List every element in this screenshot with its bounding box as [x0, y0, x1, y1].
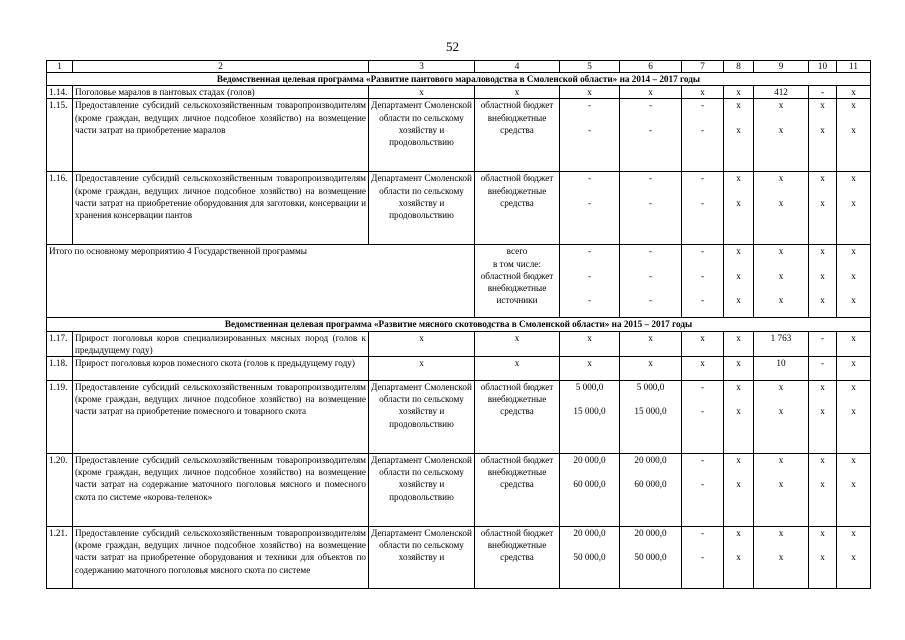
value: 5 000,0 [636, 382, 665, 393]
cell [837, 99, 871, 172]
value: х [736, 173, 741, 184]
cell [754, 381, 809, 454]
cell [724, 245, 754, 318]
row-name: Прирост поголовья коров специализированных мясных пород (голов к предыдущему году) [73, 331, 369, 356]
cell: х [620, 357, 682, 381]
value: х [736, 100, 741, 111]
cell [809, 381, 837, 454]
value: х [736, 406, 741, 417]
cell: х [682, 331, 724, 356]
row-name: Предоставление субсидий сельскохозяйственным товаропроизводителям (кроме граждан, ведущих личное подсобное хозяйство) на возмещение части затрат на содержание маточного поголовья мясного и помесного скота по системе «корова-теленок» [73, 454, 369, 527]
cell [560, 527, 620, 589]
cell [724, 454, 754, 527]
cell [560, 454, 620, 527]
value: х [778, 295, 784, 306]
row-number: 1.15. [47, 99, 73, 172]
cell [620, 527, 682, 589]
cell: - [809, 331, 837, 356]
header-cell: 9 [754, 61, 809, 73]
funding-source [475, 381, 560, 454]
source-extra: внебюджетные средства [487, 394, 547, 417]
funding-source [475, 245, 560, 318]
value: х [736, 528, 741, 539]
cell: 1 763 [754, 331, 809, 356]
cell: х [682, 357, 724, 381]
value: - [587, 197, 592, 208]
source-extra: внебюджетные средства [487, 112, 547, 135]
row-number: 1.19. [47, 381, 73, 454]
total-row [47, 245, 871, 318]
table-row [47, 331, 871, 356]
section-row [47, 73, 871, 86]
department: Департамент Смоленской области по сельскому хозяйству и продовольствию [369, 99, 475, 172]
section-title: Ведомственная целевая программа «Развитие мясного скотоводства в Смоленской области» на 2015 – 2017 годы [47, 318, 871, 331]
total-label: Итого по основному мероприятию 4 Государственной программы [47, 245, 475, 318]
value: - [700, 124, 705, 135]
cell: - [809, 357, 837, 381]
value: 15 000,0 [634, 406, 667, 417]
row-number: 1.16. [47, 172, 73, 245]
source-regional: областной бюджет [480, 528, 554, 539]
value: 15 000,0 [573, 406, 606, 417]
source-extra: внебюджетные средства [487, 467, 547, 490]
value: - [648, 197, 653, 208]
table-row [47, 454, 871, 527]
page-number: 52 [446, 39, 459, 54]
value: х [736, 382, 741, 393]
cell [620, 381, 682, 454]
source-extra: внебюджетные средства [487, 185, 547, 208]
cell: х [369, 357, 475, 381]
funding-source [475, 99, 560, 172]
cell: х [560, 357, 620, 381]
header-cell: 4 [475, 61, 560, 73]
cell [682, 245, 724, 318]
value: х [851, 552, 856, 563]
cell [809, 99, 837, 172]
value: х [851, 479, 856, 490]
cell: х [475, 331, 560, 356]
value: х [736, 270, 741, 281]
cell [682, 99, 724, 172]
cell: х [560, 331, 620, 356]
cell: х [620, 86, 682, 99]
value: 60 000,0 [634, 479, 667, 490]
value: х [820, 528, 825, 539]
value: х [778, 124, 784, 135]
cell [620, 454, 682, 527]
value: - [587, 270, 592, 281]
department: Департамент Смоленской области по сельскому хозяйству и продовольствию [369, 454, 475, 527]
value: х [778, 197, 784, 208]
department: Департамент Смоленской области по сельскому хозяйству и [369, 527, 475, 589]
table-row [47, 357, 871, 381]
cell [620, 245, 682, 318]
value: х [851, 455, 856, 466]
source-regional: областной бюджет [480, 382, 554, 393]
source-regional: областной бюджет [480, 270, 554, 281]
row-number: 1.17. [47, 331, 73, 356]
value: - [648, 270, 653, 281]
cell: х [369, 86, 475, 99]
value: х [851, 382, 856, 393]
value: - [587, 173, 592, 184]
value: - [700, 295, 705, 306]
cell: х [620, 331, 682, 356]
cell: 412 [754, 86, 809, 99]
cell [754, 527, 809, 589]
value: - [700, 479, 705, 490]
value: х [851, 197, 856, 208]
value: х [820, 479, 825, 490]
row-number: 1.18. [47, 357, 73, 381]
value: х [778, 173, 784, 184]
cell [754, 454, 809, 527]
source-extra: внебюджетные источники [487, 283, 547, 306]
value: х [736, 197, 741, 208]
value: х [851, 124, 856, 135]
value: х [851, 270, 856, 281]
cell: х [837, 86, 871, 99]
cell: х [724, 86, 754, 99]
value: х [778, 455, 784, 466]
value: 50 000,0 [634, 552, 667, 563]
value: х [736, 246, 741, 257]
header-row [47, 61, 871, 73]
value: х [820, 100, 825, 111]
header-cell: 2 [73, 61, 369, 73]
cell: х [475, 86, 560, 99]
value: 20 000,0 [573, 455, 606, 466]
cell [837, 172, 871, 245]
cell [560, 99, 620, 172]
value: х [851, 100, 856, 111]
value: х [820, 197, 825, 208]
cell [560, 245, 620, 318]
value: - [648, 173, 653, 184]
row-name: Предоставление субсидий сельскохозяйственным товаропроизводителям (кроме граждан, ведущих личное подсобное хозяйство) на возмещение части затрат на приобретение оборудования и техники для объектов по содержанию маточного поголовья мясного скота по системе [73, 527, 369, 589]
cell [620, 172, 682, 245]
value: х [778, 406, 784, 417]
value: х [820, 455, 825, 466]
row-name: Предоставление субсидий сельскохозяйственным товаропроизводителям (кроме граждан, ведущих личное подсобное хозяйство) на возмещение части затрат на приобретение помесного и товарного скота [73, 381, 369, 454]
value: - [587, 124, 592, 135]
cell [682, 454, 724, 527]
row-number: 1.21. [47, 527, 73, 589]
value: х [778, 552, 784, 563]
cell [682, 381, 724, 454]
value: х [778, 100, 784, 111]
value: х [778, 479, 784, 490]
value: х [851, 173, 856, 184]
cell: х [560, 86, 620, 99]
value: - [700, 455, 705, 466]
value: - [587, 246, 592, 257]
value: х [736, 124, 741, 135]
row-name: Предоставление субсидий сельскохозяйственным товаропроизводителям (кроме граждан, ведущих личное подсобное хозяйство) на возмещение части затрат на приобретение маралов [73, 99, 369, 172]
cell [560, 172, 620, 245]
value: 20 000,0 [634, 455, 667, 466]
value: х [820, 552, 825, 563]
value: - [648, 295, 653, 306]
value: 50 000,0 [573, 552, 606, 563]
source-regional: областной бюджет [480, 455, 554, 466]
header-cell: 5 [560, 61, 620, 73]
source-incl: в том числе: [493, 258, 541, 269]
header-cell: 8 [724, 61, 754, 73]
funding-source [475, 454, 560, 527]
cell: 10 [754, 357, 809, 381]
value: - [587, 100, 592, 111]
value: х [736, 479, 741, 490]
table-row [47, 99, 871, 172]
table-row [47, 527, 871, 589]
value: - [700, 552, 705, 563]
value: 20 000,0 [634, 528, 667, 539]
header-cell: 1 [47, 61, 73, 73]
funding-source [475, 172, 560, 245]
value: х [851, 295, 856, 306]
header-cell: 10 [809, 61, 837, 73]
table-row [47, 172, 871, 245]
value: х [851, 246, 856, 257]
value: - [700, 246, 705, 257]
cell [724, 381, 754, 454]
cell [837, 245, 871, 318]
cell [724, 99, 754, 172]
cell [682, 172, 724, 245]
cell: х [682, 86, 724, 99]
value: х [778, 246, 784, 257]
cell [754, 245, 809, 318]
value: х [851, 406, 856, 417]
cell [809, 172, 837, 245]
value: - [648, 100, 653, 111]
cell: х [724, 331, 754, 356]
value: х [820, 173, 825, 184]
cell [809, 245, 837, 318]
value: х [820, 295, 825, 306]
cell [682, 527, 724, 589]
cell: х [724, 357, 754, 381]
value: х [820, 406, 825, 417]
header-cell: 7 [682, 61, 724, 73]
cell [724, 172, 754, 245]
value: х [820, 124, 825, 135]
header-cell: 3 [369, 61, 475, 73]
header-cell: 6 [620, 61, 682, 73]
value: - [648, 246, 653, 257]
value: - [700, 197, 705, 208]
funding-source [475, 527, 560, 589]
source-regional: областной бюджет [480, 100, 554, 111]
cell [754, 99, 809, 172]
cell [837, 381, 871, 454]
value: - [700, 100, 705, 111]
cell [754, 172, 809, 245]
source-all: всего [506, 246, 528, 257]
cell [560, 381, 620, 454]
value: - [700, 528, 705, 539]
value: х [820, 246, 825, 257]
value: х [778, 270, 784, 281]
department: Департамент Смоленской области по сельскому хозяйству и продовольствию [369, 381, 475, 454]
department: Департамент Смоленской области по сельскому хозяйству и продовольствию [369, 172, 475, 245]
value: 60 000,0 [573, 479, 606, 490]
section-row [47, 318, 871, 331]
value: х [736, 552, 741, 563]
value: х [736, 295, 741, 306]
cell: х [475, 357, 560, 381]
cell [809, 454, 837, 527]
row-name: Поголовье маралов в пантовых стадах (голов) [73, 86, 369, 99]
value: - [700, 173, 705, 184]
value: - [648, 124, 653, 135]
cell: - [809, 86, 837, 99]
row-number: 1.14. [47, 86, 73, 99]
cell [837, 527, 871, 589]
value: - [700, 270, 705, 281]
cell: х [369, 331, 475, 356]
row-number: 1.20. [47, 454, 73, 527]
source-regional: областной бюджет [480, 173, 554, 184]
value: - [700, 382, 705, 393]
value: х [778, 528, 784, 539]
header-cell: 11 [837, 61, 871, 73]
row-name: Предоставление субсидий сельскохозяйственным товаропроизводителям (кроме граждан, ведущих личное подсобное хозяйство) на возмещение части затрат на приобретение оборудования для заготовки, консервации и хранения консервации пантов [73, 172, 369, 245]
value: 20 000,0 [573, 528, 606, 539]
value: - [700, 406, 705, 417]
cell: х [837, 331, 871, 356]
table-row [47, 381, 871, 454]
value: - [587, 295, 592, 306]
value: х [851, 528, 856, 539]
cell [620, 99, 682, 172]
value: 5 000,0 [575, 382, 604, 393]
value: х [736, 455, 741, 466]
cell: х [837, 357, 871, 381]
row-name: Прирост поголовья коров помесного скота (голов к предыдущему году) [73, 357, 369, 381]
value: х [778, 382, 784, 393]
program-table [46, 60, 871, 589]
value: х [820, 270, 825, 281]
source-extra: внебюджетные средства [487, 540, 547, 563]
cell [724, 527, 754, 589]
value: х [820, 382, 825, 393]
cell [837, 454, 871, 527]
table-row [47, 86, 871, 99]
cell [809, 527, 837, 589]
section-title: Ведомственная целевая программа «Развитие пантового мараловодства в Смоленской области» на 2014 – 2017 годы [47, 73, 871, 86]
